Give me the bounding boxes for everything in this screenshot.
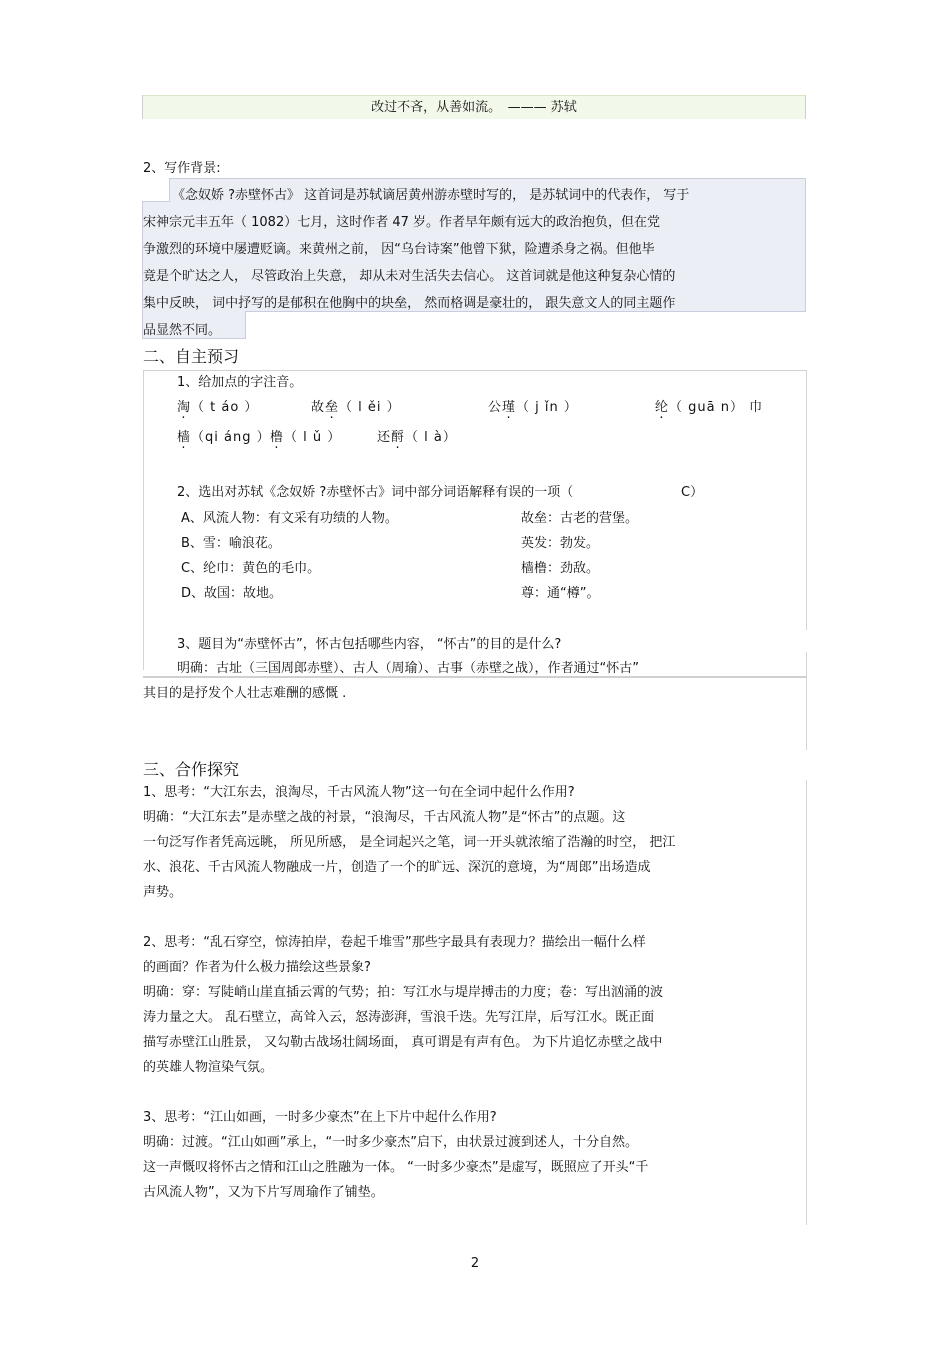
explore-line: 明确：“大江东去”是赤壁之战的衬景，“浪淘尽，千古风流人物”是“怀古”的点题。这: [143, 810, 626, 825]
background-line: 宋神宗元丰五年（ 1082）七月，这时作者 47 岁。作者早年颇有远大的政治抱负，但在党: [143, 215, 661, 230]
q3-prompt: 3、题目为“赤壁怀古”，怀古包括哪些内容， “怀古”的目的是什么?: [177, 637, 562, 652]
plain-char: 还: [377, 430, 392, 445]
pinyin-text: （ l ǔ ）: [284, 430, 342, 445]
pinyin-text: （ j ǐn ）: [516, 400, 578, 415]
option-left: B、雪：喻浪花。: [181, 536, 281, 551]
dotted-char: 淘: [177, 400, 192, 415]
explore-line: 古风流人物”，又为下片写周瑜作了铺垫。: [143, 1185, 384, 1200]
option-left: D、故国：故地。: [181, 586, 283, 601]
pinyin-text: （ l ěi ）: [339, 400, 401, 415]
background-line: 争激烈的环境中屡遭贬谪。来黄州之前， 因“乌台诗案”他曾下狱，险遭杀身之祸。但他毕: [143, 242, 655, 257]
background-line: 品显然不同。: [143, 323, 222, 338]
pinyin-item: [177, 426, 271, 445]
explore-line: 描写赤壁江山胜景， 又勾勒古战场壮阔场面， 真可谓是有声有色。 为下片追忆赤壁之战中: [143, 1035, 663, 1050]
pinyin-item: [377, 426, 457, 445]
pinyin-item: [655, 396, 763, 415]
explore-line: 3、思考：“江山如画，一时多少豪杰”在上下片中起什么作用?: [143, 1110, 497, 1125]
explore-line: 这一声慨叹将怀古之情和江山之胜融为一体。 “一时多少豪杰”是虚写，既照应了开头“千: [143, 1160, 649, 1175]
background-line: 集中反映， 词中抒写的是郁积在他胸中的块垒， 然而格调是豪壮的， 跟失意文人的同主题作: [143, 296, 676, 311]
section-title-preview: 二、自主预习: [143, 347, 240, 366]
dotted-char: 橹: [270, 430, 285, 445]
pinyin-text: （qi áng ）: [191, 430, 271, 445]
pinyin-text: （ guā n） 巾: [669, 400, 764, 415]
pinyin-text: （ t áo ）: [191, 400, 259, 415]
q1-prompt: 1、给加点的字注音。: [177, 375, 303, 390]
pinyin-item: [177, 396, 258, 415]
dotted-char: 瑾: [502, 400, 517, 415]
explore-line: 1、思考：“大江东去，浪淘尽，千古风流人物”这一句在全词中起什么作用?: [143, 785, 575, 800]
pinyin-item: [311, 396, 401, 415]
explore-line: 水、浪花、千古风流人物融成一片，创造了一个的旷远、深沉的意境，为“周郎”出场造成: [143, 860, 651, 875]
explore-line: 的画面？作者为什么极力描绘这些景象?: [143, 960, 371, 975]
pinyin-text: （ l à）: [405, 430, 457, 445]
plain-char: 故: [311, 400, 326, 415]
motto-banner: [142, 95, 806, 119]
q3-answer: 其目的是抒发个人壮志难酬的感慨 .: [143, 686, 347, 701]
frame-line-right: [806, 652, 807, 750]
plain-char: 公: [488, 400, 503, 415]
frame-line-right: [806, 370, 807, 630]
explore-line: 的英雄人物渲染气氛。: [143, 1060, 274, 1075]
dotted-char: 垒: [325, 400, 340, 415]
explore-line: 明确：过渡。“江山如画”承上，“一时多少豪杰”启下，由状景过渡到述人，十分自然。: [143, 1135, 638, 1150]
option-left: C、纶巾：黄色的毛巾。: [181, 561, 321, 576]
dotted-char: 纶: [655, 400, 670, 415]
explore-line: 涛力量之大。 乱石壁立，高耸入云，怒涛澎湃，雪浪千迭。先写江岸，后写江水。既正面: [143, 1010, 655, 1025]
frame-line-left: [143, 370, 144, 670]
option-left: A、风流人物：有文采有功绩的人物。: [181, 511, 398, 526]
page-number: 2: [470, 1256, 480, 1271]
option-right: 英发：勃发。: [521, 536, 600, 551]
explore-line: 明确：穿：写陡峭山崖直插云霄的气势；拍：写江水与堤岸搏击的力度；卷：写出汹涌的波: [143, 985, 664, 1000]
frame-line-right: [806, 780, 807, 1225]
q3-answer: 明确：古址（三国周郎赤壁）、古人（周瑜）、古事（赤壁之战），作者通过“怀古”: [177, 661, 639, 676]
background-box-notch: [142, 178, 170, 202]
motto-text: 改过不吝，从善如流。 ——— 苏轼: [371, 100, 577, 115]
background-heading: 2、写作背景:: [143, 161, 221, 176]
section-title-explore: 三、合作探究: [143, 760, 240, 779]
q2-prompt: 2、选出对苏轼《念奴娇 ?赤壁怀古》词中部分词语解释有误的一项（: [177, 485, 574, 500]
option-right: 故垒：古老的营堡。: [521, 511, 639, 526]
option-right: 樯橹：劲敌。: [521, 561, 600, 576]
explore-line: 声势。: [143, 885, 183, 900]
pinyin-item: [270, 426, 341, 445]
explore-line: 2、思考：“乱石穿空，惊涛拍岸，卷起千堆雪”那些字最具有表现力？描绘出一幅什么样: [143, 935, 646, 950]
dotted-char: 酹: [391, 430, 406, 445]
background-line: 竟是个旷达之人， 尽管政治上失意， 却从未对生活失去信心。 这首词就是他这种复杂心情的: [143, 269, 676, 284]
divider-line: [143, 676, 807, 678]
dotted-char: 樯: [177, 430, 192, 445]
pinyin-item: [488, 396, 578, 415]
background-line: 《念奴娇 ?赤壁怀古》 这首词是苏轼谪居黄州游赤壁时写的， 是苏轼词中的代表作， 写于: [172, 188, 690, 203]
q2-answer: C）: [681, 485, 704, 500]
explore-line: 一句泛写作者凭高远眺， 所见所感， 是全词起兴之笔，词一开头就浓缩了浩瀚的时空， 把江: [143, 835, 676, 850]
option-right: 尊：通“樽”。: [521, 586, 600, 601]
